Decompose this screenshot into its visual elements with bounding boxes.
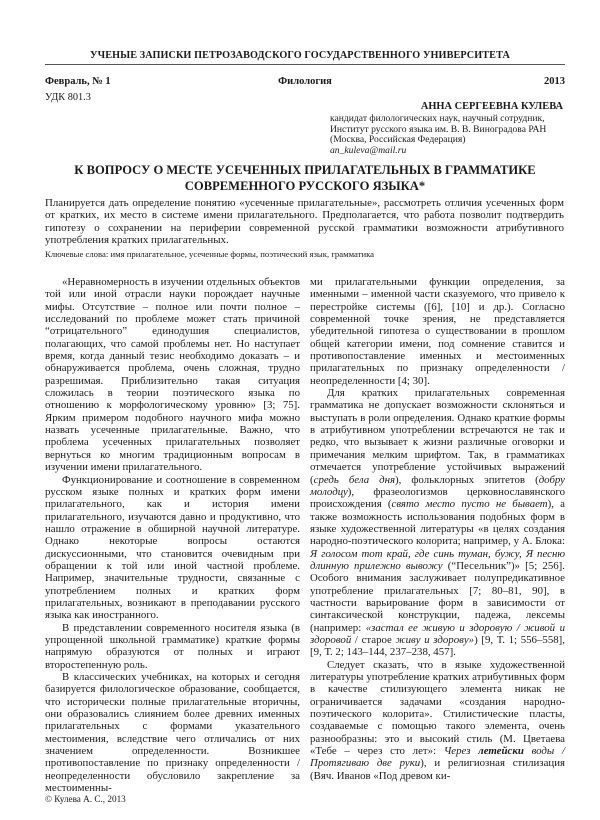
author-affiliation: кандидат филологических наук, научный сотрудник, Институт русского языка им. В. В. Виноградова РАН (Москва, Российская Федерация) — [330, 112, 547, 146]
udk-code: УДК 801.3 — [45, 92, 91, 103]
author-block — [330, 102, 563, 157]
section-name: Филология — [278, 76, 332, 87]
paragraph: В классических учебниках, на которых и сегодня базируется филологическое образование, сообщается, что исторически полные прилагательные вторичны, они образовались слиянием более древних именных прилагательных с формами указательного местоимения, вследствие чего отличались от них значением определенности. Возникшее противопоставление по признаку определенности / неопределенности обусловило закрепление за местоименны- — [45, 671, 300, 795]
paragraph — [310, 659, 565, 782]
issue-year: 2013 — [544, 76, 565, 87]
italic-quote: свято место пусто не бывает — [391, 498, 548, 511]
abstract: Планируется дать определение понятию «усеченные прилагательные», рассмотреть отличия усеченных форм от кратких, их место в системе имени прилагательного. Предполагается, что работа позволит подтвердить гипотезу о сохранении на периферии современной русской грамматики возможности атрибутивного употребления кратких прилагательных. — [45, 197, 564, 246]
italic-quote: воды / Протягиваю две руки — [310, 745, 565, 770]
bold-italic-word: летейски — [478, 745, 524, 758]
paragraph: Функционирование и соотношение в современном русском языке полных и кратких форм имени прилагательного, как и история имени прилагательного, изучаются давно и продуктивно, что нашло отражение в обширной научной литературе. Однако некоторые вопросы остаются дискуссионными, что становится очевидным при обращении к той или иной частной проблеме. Например, значительные трудности, связанные с употреблением полных и кратких форм прилагательных, возникают в преподавании русского языка как иностранного. — [45, 473, 300, 622]
keywords: Ключевые слова: имя прилагательное, усеченные формы, поэтический язык, грамматика — [45, 249, 375, 259]
italic-quote: средь бела дня — [313, 473, 396, 486]
text-run: Для кратких прилагательных современная грамматика не допускает возможности склоняться и выступать в роли определения. Однако краткие формы в атрибутивном употреблении встречаются не так и редко, что вызывает к жизни различные оговорки и примечания мелким шрифтом. Так, в грамматиках отмечается употребление устойчивых выражений ( — [310, 387, 565, 486]
italic-quote: живу и здорову» — [395, 633, 475, 646]
article-title: К ВОПРОСУ О МЕСТЕ УСЕЧЕННЫХ ПРИЛАГАТЕЛЬНЫХ В ГРАММАТИКЕ СОВРЕМЕННОГО РУССКОГО ЯЗЫКА* — [74, 163, 536, 193]
author-email: an_kuleva@mail.ru — [330, 145, 407, 157]
body-column-left — [45, 276, 300, 794]
text-run: ), фольклорных эпитетов ( — [395, 473, 539, 486]
author-name: АННА СЕРГЕЕВНА КУЛЕВА — [420, 101, 563, 112]
text-run: (“Песельник”)» [5; 256]. Особого внимания заслуживает полупредикативное употребление прилагательных [7; 80–81, 90], в частности варьирование форм в зависимости от синтаксической конструкции, падежа, лексемы (например: — [310, 559, 565, 634]
issue-number: Февраль, № 1 — [45, 76, 111, 87]
text-run: ), фразеологизмов церковнославянского происхождения ( — [310, 485, 565, 511]
text-run: ), и религиозная стилизация (Вяч. Иванов «Под древом ки- — [310, 757, 565, 782]
italic-quote: «застал ее живую и здоровую / живой и здоровой — [310, 621, 565, 646]
text-run: ), а также возможность использования подобных форм в языке художественной литературы «в целях создания народно-поэтического колорита; например, у А. Блока: — [310, 498, 565, 548]
text-run: Следует сказать, что в языке художественной литературы употребление кратких атрибутивных форм в качестве стилизующего элемента никак не ограничивается задачами «создания народно-поэтического колорита». Стилистические пласты, создаваемые с помощью такого элемента, очень разнообразны: это и высокий стиль (М. Цветаева «Тебе – через сто лет»: — [310, 658, 565, 758]
text-run: ) [9, Т. 1; 556–558], [9, Т. 2; 143–144, 237–238, 457]. — [310, 633, 565, 659]
header-rule — [45, 64, 565, 65]
paragraph: В представлении современного носителя языка (в упрощенной школьной грамматике) краткие формы напрямую образуются от полных и играют второстепенную роль. — [45, 621, 300, 671]
paragraph: ми прилагательными функции определения, за именными – именной части сказуемого, что привело к перестройке системы ([6], [10] и др.). Согласно современной точке зрения, не представляется убедительной гипотеза о существовании в прошлом общей категории имени, под сомнение ставится и противопоставление именных и местоименных прилагательных по признаку определенности / неопределенности [4; 30]. — [310, 276, 565, 387]
copyright: © Кулева А. С., 2013 — [45, 794, 126, 804]
italic-quote: Я голосом тот край, где синь туман, бужу, Я песню длинную прилежно вывожу — [310, 547, 565, 572]
italic-quote: Через — [443, 745, 479, 758]
italic-quote: добру молодцу — [310, 473, 565, 498]
paragraph — [310, 387, 565, 659]
body-column-right — [310, 276, 565, 782]
text-run: / старое — [351, 633, 396, 646]
journal-title: УЧЕНЫЕ ЗАПИСКИ ПЕТРОЗАВОДСКОГО ГОСУДАРСТВЕННОГО УНИВЕРСИТЕТА — [90, 50, 510, 61]
paragraph: «Неравномерность в изучении отдельных объектов той или иной отрасли науки порождает научные мифы. Отсутствие – полное или почти полное – исследований по проблеме может стать причиной “отрицательного” единодушия специалистов, полагающих, что самой проблемы нет. Но наступает время, когда данный тезис необходимо доказать – и обнаруживается проблема, очень сложная, трудно разрешимая. Приблизительно такая ситуация сложилась в теории поэтического языка по отношению к морфологическому уровню» [3; 75]. Ярким примером подобного научного мифа можно назвать усеченные прилагательные. Важно, что проблема усеченных прилагательных позволяет вернуться ко многим традиционным вопросам в изучении имени прилагательного. — [45, 276, 300, 474]
